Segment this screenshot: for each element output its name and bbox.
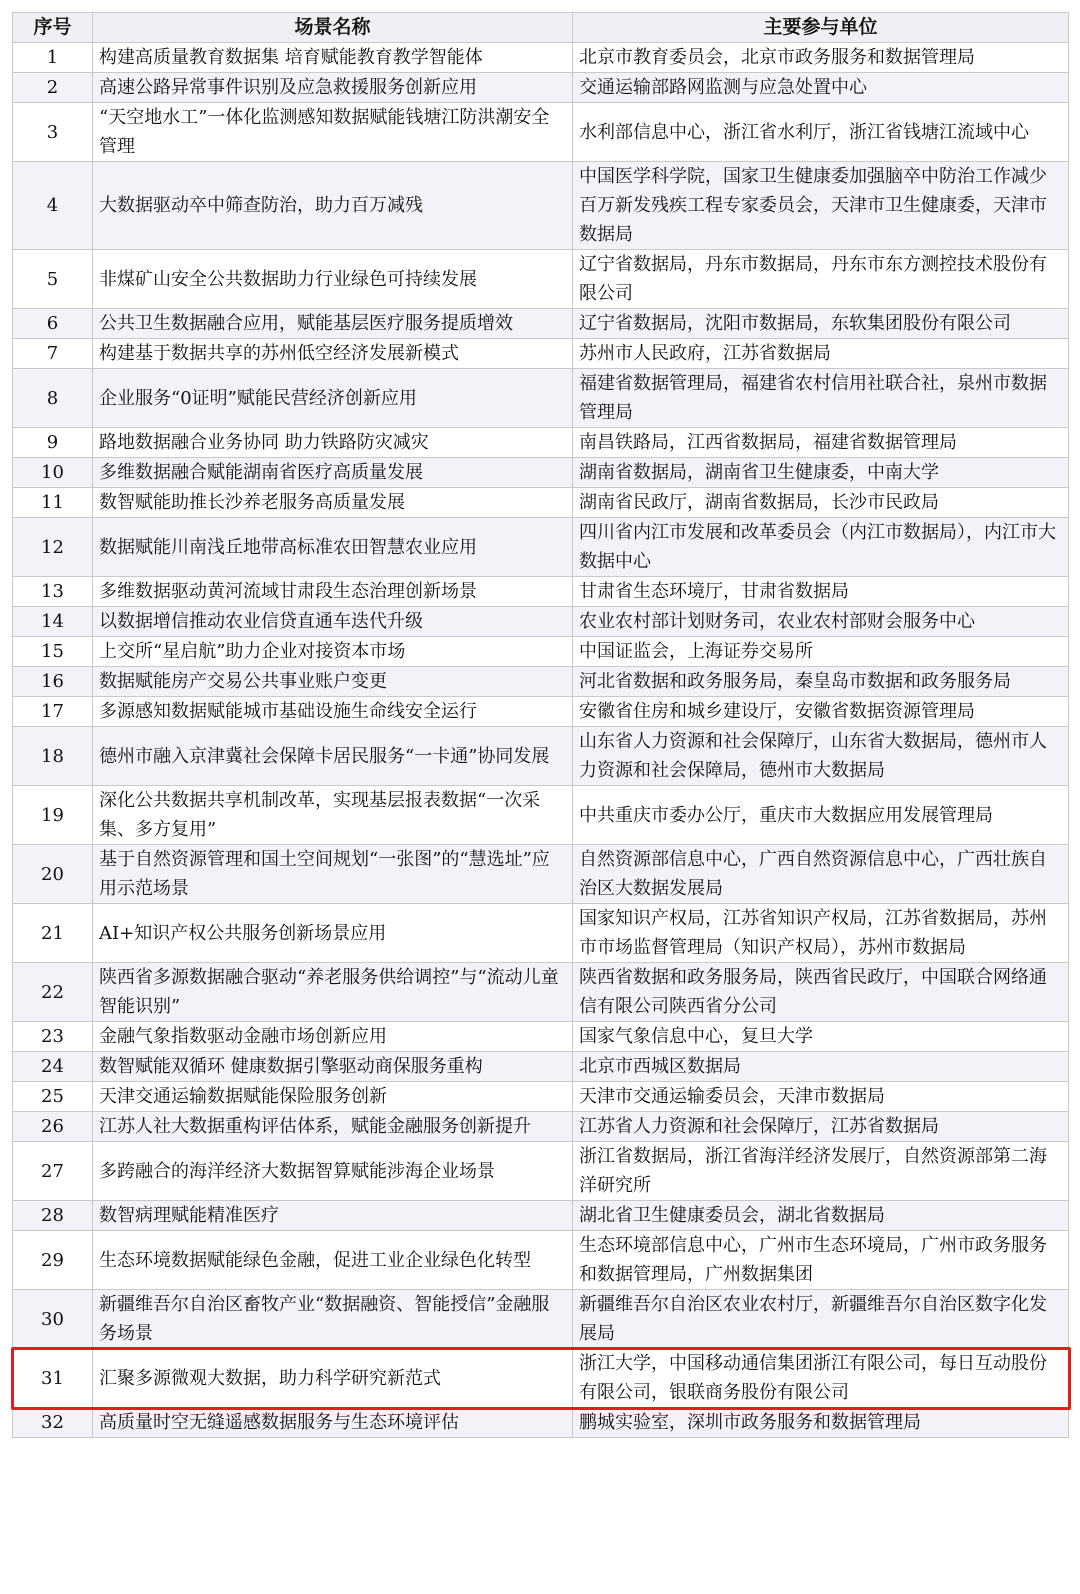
row-number-cell: 27: [13, 1142, 93, 1201]
row-number-cell: 17: [13, 697, 93, 727]
table-body: [13, 43, 1069, 1438]
scenario-name-cell: 非煤矿山安全公共数据助力行业绿色可持续发展: [93, 250, 573, 309]
row-number-cell: 31: [13, 1349, 93, 1408]
scenario-name-cell: 基于自然资源管理和国土空间规划“一张图”的“慧选址”应用示范场景: [93, 845, 573, 904]
row-number-cell: 16: [13, 667, 93, 697]
table-row: [13, 1408, 1069, 1438]
scenario-name-cell: 数据赋能川南浅丘地带高标准农田智慧农业应用: [93, 518, 573, 577]
row-number-cell: 26: [13, 1112, 93, 1142]
table-row: [13, 309, 1069, 339]
table-row: [13, 637, 1069, 667]
table-row: [13, 904, 1069, 963]
header-no: 序号: [13, 13, 93, 43]
scenario-name-cell: 数智病理赋能精准医疗: [93, 1201, 573, 1231]
row-number-cell: 7: [13, 339, 93, 369]
table-row: [13, 1231, 1069, 1290]
scenario-name-cell: 江苏人社大数据重构评估体系，赋能金融服务创新提升: [93, 1112, 573, 1142]
table-header-row: [13, 13, 1069, 43]
row-number-cell: 1: [13, 43, 93, 73]
row-number-cell: 32: [13, 1408, 93, 1438]
scenario-name-cell: 路地数据融合业务协同 助力铁路防灾减灾: [93, 428, 573, 458]
row-number-cell: 21: [13, 904, 93, 963]
scenario-name-cell: 新疆维吾尔自治区畜牧产业“数据融资、智能授信”金融服务场景: [93, 1290, 573, 1349]
table-row: [13, 488, 1069, 518]
participant-units-cell: 生态环境部信息中心，广州市生态环境局，广州市政务服务和数据管理局，广州数据集团: [573, 1231, 1069, 1290]
participant-units-cell: 辽宁省数据局，丹东市数据局，丹东市东方测控技术股份有限公司: [573, 250, 1069, 309]
table-row: [13, 250, 1069, 309]
participant-units-cell: 中国证监会，上海证券交易所: [573, 637, 1069, 667]
table-row: [13, 1082, 1069, 1112]
participant-units-cell: 北京市教育委员会，北京市政务服务和数据管理局: [573, 43, 1069, 73]
table-row: [13, 518, 1069, 577]
header-name: 场景名称: [93, 13, 573, 43]
table-row: [13, 697, 1069, 727]
row-number-cell: 28: [13, 1201, 93, 1231]
scenario-name-cell: 天津交通运输数据赋能保险服务创新: [93, 1082, 573, 1112]
scenario-name-cell: 企业服务“0证明”赋能民营经济创新应用: [93, 369, 573, 428]
participant-units-cell: 国家气象信息中心，复旦大学: [573, 1022, 1069, 1052]
scenario-name-cell: 深化公共数据共享机制改革，实现基层报表数据“一次采集、多方复用”: [93, 786, 573, 845]
row-number-cell: 6: [13, 309, 93, 339]
table-row: [13, 845, 1069, 904]
scenario-name-cell: AI+知识产权公共服务创新场景应用: [93, 904, 573, 963]
row-number-cell: 4: [13, 162, 93, 250]
row-number-cell: 23: [13, 1022, 93, 1052]
table-row: [13, 458, 1069, 488]
scenario-name-cell: 多维数据融合赋能湖南省医疗高质量发展: [93, 458, 573, 488]
scenario-table-container: [12, 12, 1068, 1438]
scenario-name-cell: 数智赋能双循环 健康数据引擎驱动商保服务重构: [93, 1052, 573, 1082]
scenario-name-cell: 数据赋能房产交易公共事业账户变更: [93, 667, 573, 697]
row-number-cell: 5: [13, 250, 93, 309]
scenario-name-cell: 高质量时空无缝遥感数据服务与生态环境评估: [93, 1408, 573, 1438]
table-row: [13, 963, 1069, 1022]
participant-units-cell: 山东省人力资源和社会保障厅，山东省大数据局，德州市人力资源和社会保障局，德州市大数据局: [573, 727, 1069, 786]
participant-units-cell: 中国医学科学院，国家卫生健康委加强脑卒中防治工作减少百万新发残疾工程专家委员会，天津市卫生健康委，天津市数据局: [573, 162, 1069, 250]
scenario-name-cell: 上交所“星启航”助力企业对接资本市场: [93, 637, 573, 667]
scenario-name-cell: 陕西省多源数据融合驱动“养老服务供给调控”与“流动儿童智能识别”: [93, 963, 573, 1022]
participant-units-cell: 福建省数据管理局，福建省农村信用社联合社，泉州市数据管理局: [573, 369, 1069, 428]
table-row: [13, 369, 1069, 428]
participant-units-cell: 中共重庆市委办公厅，重庆市大数据应用发展管理局: [573, 786, 1069, 845]
participant-units-cell: 南昌铁路局，江西省数据局，福建省数据管理局: [573, 428, 1069, 458]
scenario-name-cell: 多跨融合的海洋经济大数据智算赋能涉海企业场景: [93, 1142, 573, 1201]
row-number-cell: 19: [13, 786, 93, 845]
participant-units-cell: 湖南省数据局，湖南省卫生健康委，中南大学: [573, 458, 1069, 488]
participant-units-cell: 浙江大学，中国移动通信集团浙江有限公司，每日互动股份有限公司，银联商务股份有限公司: [573, 1349, 1069, 1408]
table-row: [13, 103, 1069, 162]
row-number-cell: 11: [13, 488, 93, 518]
participant-units-cell: 北京市西城区数据局: [573, 1052, 1069, 1082]
table-row: [13, 607, 1069, 637]
participant-units-cell: 天津市交通运输委员会，天津市数据局: [573, 1082, 1069, 1112]
row-number-cell: 13: [13, 577, 93, 607]
table-row: [13, 1349, 1069, 1408]
table-row: [13, 1022, 1069, 1052]
scenario-name-cell: 公共卫生数据融合应用，赋能基层医疗服务提质增效: [93, 309, 573, 339]
table-row: [13, 1112, 1069, 1142]
row-number-cell: 22: [13, 963, 93, 1022]
table-row: [13, 162, 1069, 250]
participant-units-cell: 交通运输部路网监测与应急处置中心: [573, 73, 1069, 103]
row-number-cell: 30: [13, 1290, 93, 1349]
participant-units-cell: 湖北省卫生健康委员会，湖北省数据局: [573, 1201, 1069, 1231]
table-row: [13, 727, 1069, 786]
participant-units-cell: 浙江省数据局，浙江省海洋经济发展厅，自然资源部第二海洋研究所: [573, 1142, 1069, 1201]
row-number-cell: 14: [13, 607, 93, 637]
scenario-name-cell: 多维数据驱动黄河流域甘肃段生态治理创新场景: [93, 577, 573, 607]
participant-units-cell: 江苏省人力资源和社会保障厅，江苏省数据局: [573, 1112, 1069, 1142]
participant-units-cell: 安徽省住房和城乡建设厅，安徽省数据资源管理局: [573, 697, 1069, 727]
scenario-name-cell: 多源感知数据赋能城市基础设施生命线安全运行: [93, 697, 573, 727]
row-number-cell: 3: [13, 103, 93, 162]
table-row: [13, 1201, 1069, 1231]
row-number-cell: 29: [13, 1231, 93, 1290]
participant-units-cell: 甘肃省生态环境厅，甘肃省数据局: [573, 577, 1069, 607]
participant-units-cell: 新疆维吾尔自治区农业农村厅，新疆维吾尔自治区数字化发展局: [573, 1290, 1069, 1349]
table-row: [13, 43, 1069, 73]
row-number-cell: 20: [13, 845, 93, 904]
table-row: [13, 428, 1069, 458]
participant-units-cell: 农业农村部计划财务司，农业农村部财会服务中心: [573, 607, 1069, 637]
scenario-name-cell: “天空地水工”一体化监测感知数据赋能钱塘江防洪潮安全管理: [93, 103, 573, 162]
scenario-name-cell: 数智赋能助推长沙养老服务高质量发展: [93, 488, 573, 518]
row-number-cell: 24: [13, 1052, 93, 1082]
table-row: [13, 786, 1069, 845]
row-number-cell: 8: [13, 369, 93, 428]
scenario-name-cell: 高速公路异常事件识别及应急救援服务创新应用: [93, 73, 573, 103]
row-number-cell: 12: [13, 518, 93, 577]
participant-units-cell: 国家知识产权局，江苏省知识产权局，江苏省数据局，苏州市市场监督管理局（知识产权局），苏州市数据局: [573, 904, 1069, 963]
scenario-name-cell: 大数据驱动卒中筛查防治，助力百万减残: [93, 162, 573, 250]
table-row: [13, 1290, 1069, 1349]
row-number-cell: 10: [13, 458, 93, 488]
participant-units-cell: 自然资源部信息中心，广西自然资源信息中心，广西壮族自治区大数据发展局: [573, 845, 1069, 904]
table-row: [13, 73, 1069, 103]
scenario-name-cell: 德州市融入京津冀社会保障卡居民服务“一卡通”协同发展: [93, 727, 573, 786]
participant-units-cell: 鹏城实验室，深圳市政务服务和数据管理局: [573, 1408, 1069, 1438]
scenario-name-cell: 生态环境数据赋能绿色金融，促进工业企业绿色化转型: [93, 1231, 573, 1290]
row-number-cell: 2: [13, 73, 93, 103]
participant-units-cell: 四川省内江市发展和改革委员会（内江市数据局），内江市大数据中心: [573, 518, 1069, 577]
header-units: 主要参与单位: [573, 13, 1069, 43]
scenario-name-cell: 以数据增信推动农业信贷直通车迭代升级: [93, 607, 573, 637]
participant-units-cell: 辽宁省数据局，沈阳市数据局，东软集团股份有限公司: [573, 309, 1069, 339]
participant-units-cell: 河北省数据和政务服务局，秦皇岛市数据和政务服务局: [573, 667, 1069, 697]
row-number-cell: 18: [13, 727, 93, 786]
scenario-table: [12, 12, 1069, 1438]
scenario-name-cell: 汇聚多源微观大数据，助力科学研究新范式: [93, 1349, 573, 1408]
table-row: [13, 339, 1069, 369]
table-row: [13, 1142, 1069, 1201]
scenario-name-cell: 构建基于数据共享的苏州低空经济发展新模式: [93, 339, 573, 369]
table-row: [13, 577, 1069, 607]
table-row: [13, 667, 1069, 697]
table-row: [13, 1052, 1069, 1082]
participant-units-cell: 水利部信息中心，浙江省水利厅，浙江省钱塘江流域中心: [573, 103, 1069, 162]
participant-units-cell: 陕西省数据和政务服务局，陕西省民政厅，中国联合网络通信有限公司陕西省分公司: [573, 963, 1069, 1022]
participant-units-cell: 苏州市人民政府，江苏省数据局: [573, 339, 1069, 369]
scenario-name-cell: 金融气象指数驱动金融市场创新应用: [93, 1022, 573, 1052]
participant-units-cell: 湖南省民政厅，湖南省数据局，长沙市民政局: [573, 488, 1069, 518]
row-number-cell: 25: [13, 1082, 93, 1112]
scenario-name-cell: 构建高质量教育数据集 培育赋能教育教学智能体: [93, 43, 573, 73]
row-number-cell: 9: [13, 428, 93, 458]
row-number-cell: 15: [13, 637, 93, 667]
